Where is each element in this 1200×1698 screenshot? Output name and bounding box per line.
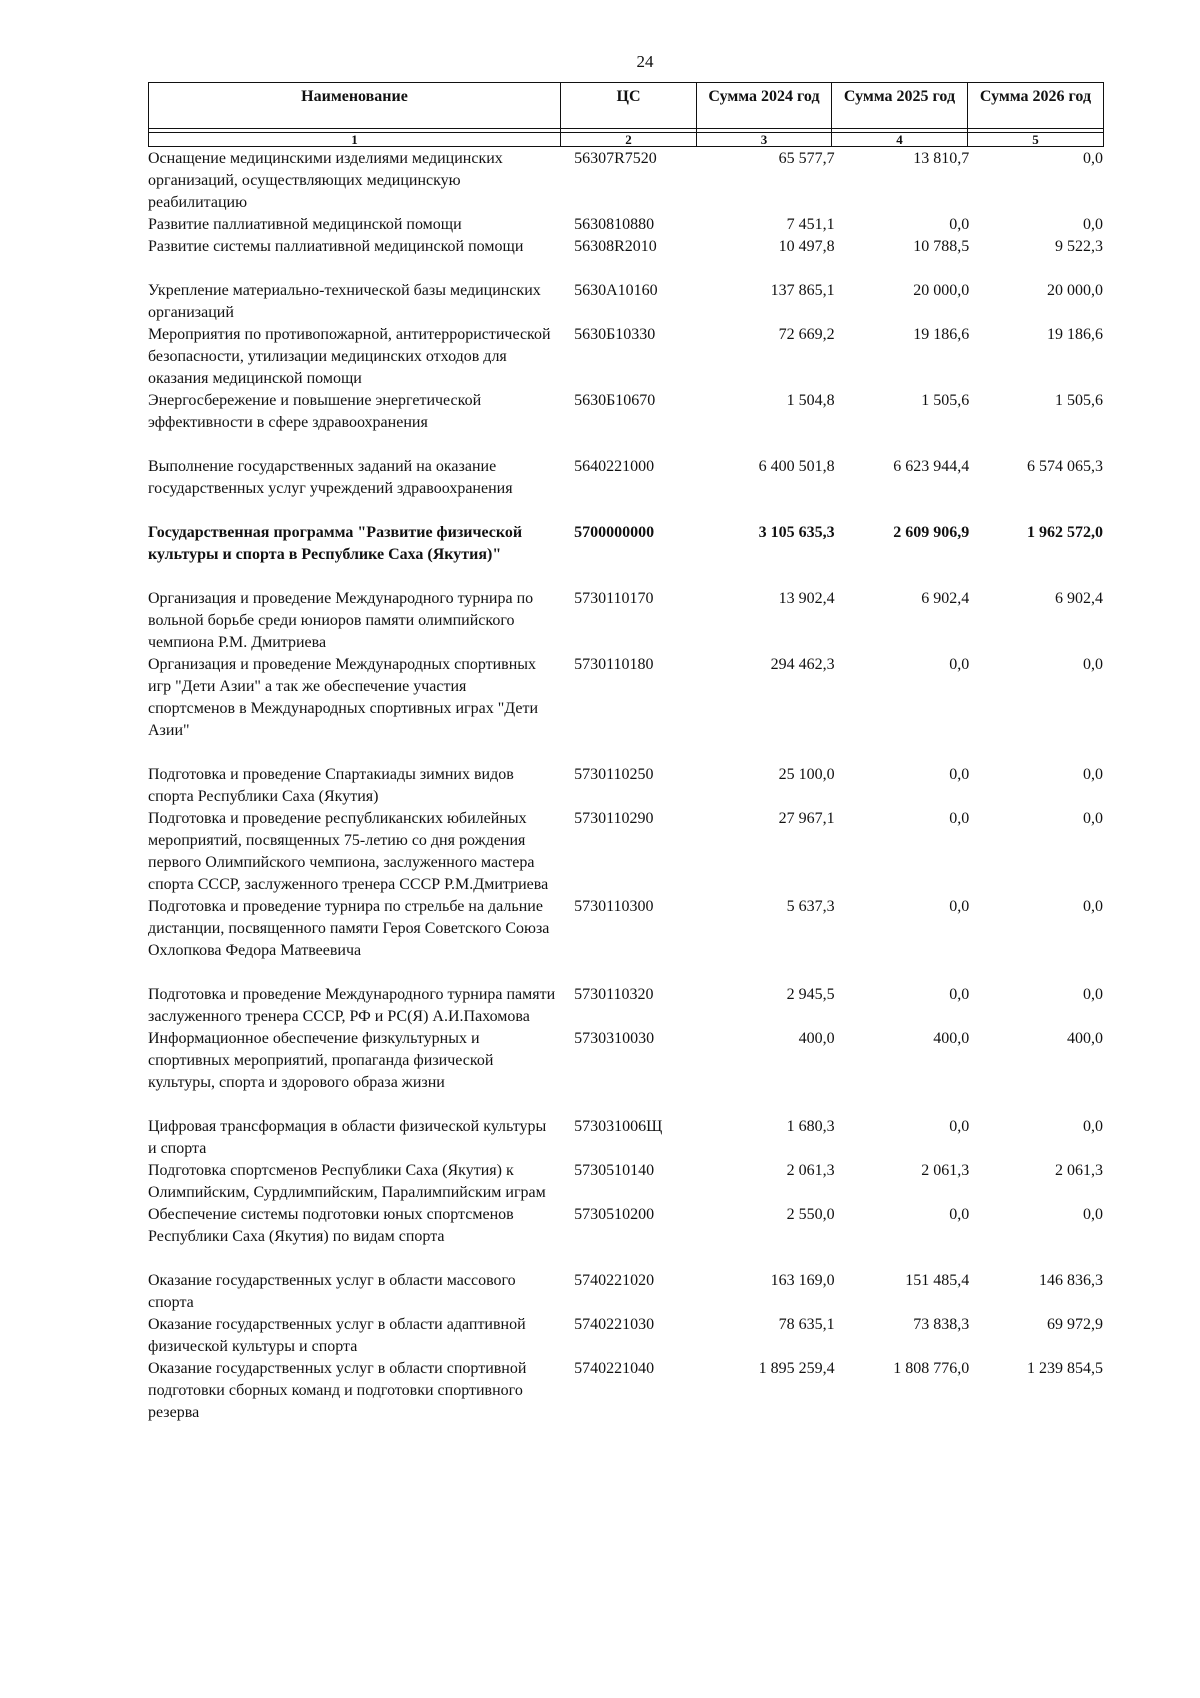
row-sum-2026: 400,0 [1067,1030,1103,1047]
row-name: Оказание государственных услуг в области спортивной подготовки сборных команд и подготовки спортивного резерва [148,1360,527,1421]
row-sum-2026: 1 505,6 [1055,392,1103,409]
row-sum-2024: 72 669,2 [778,326,835,343]
table-row [148,280,1103,324]
row-cs-code: 5630Б10330 [574,326,656,343]
row-sum-2025: 0,0 [949,216,970,233]
row-cs-code: 5730510140 [574,1162,655,1179]
row-sum-2026: 6 574 065,3 [1027,458,1103,475]
table-row [148,456,1103,500]
row-sum-2026: 146 836,3 [1039,1272,1103,1289]
row-sum-2026: 0,0 [1083,216,1103,233]
row-sum-2026: 1 239 854,5 [1027,1360,1103,1377]
row-sum-2026: 2 061,3 [1055,1162,1103,1179]
row-cs-code: 5730110290 [574,810,654,827]
row-sum-2026: 0,0 [1083,1206,1103,1223]
row-sum-2025: 0,0 [949,1206,970,1223]
row-sum-2026: 0,0 [1083,656,1103,673]
table-body [148,148,1103,1424]
row-cs-code: 5630810880 [574,216,655,233]
header-sum-2024: Сумма 2024 год [697,83,832,129]
row-sum-2024: 27 967,1 [778,810,835,827]
row-sum-2025: 19 186,6 [913,326,970,343]
row-sum-2024: 400,0 [798,1030,835,1047]
col-number-3: 3 [697,133,832,147]
row-sum-2025: 13 810,7 [913,150,970,167]
row-sum-2025: 0,0 [949,810,970,827]
row-sum-2025: 0,0 [949,898,970,915]
row-name: Организация и проведение Международного турнира по вольной борьбе среди юниоров памяти олимпийского чемпиона Р.М. Дмитриева [148,590,534,651]
row-sum-2026: 0,0 [1083,898,1103,915]
row-cs-code: 5730510200 [574,1206,655,1223]
row-sum-2024: 78 635,1 [778,1316,835,1333]
table-row [148,1270,1103,1314]
row-name: Оснащение медицинскими изделиями медицинских организаций, осуществляющих медицинскую реабилитацию [148,150,503,211]
row-cs-code: 573031006Щ [574,1118,663,1135]
row-cs-code: 5730110250 [574,766,654,783]
table-row [148,984,1103,1028]
row-sum-2025: 151 485,4 [905,1272,970,1289]
table-header [148,82,1104,147]
row-cs-code: 5730310030 [574,1030,655,1047]
row-name: Мероприятия по противопожарной, антитеррористической безопасности, утилизации медицинских отходов для оказания медицинской помощи [148,326,551,387]
row-name: Укрепление материально-технической базы медицинских организаций [148,282,541,321]
row-sum-2025: 73 838,3 [913,1316,970,1333]
row-sum-2025: 6 623 944,4 [893,458,970,475]
row-sum-2026: 0,0 [1083,150,1103,167]
row-sum-2024: 65 577,7 [778,150,835,167]
row-sum-2026: 69 972,9 [1047,1316,1103,1333]
table-row [148,588,1103,654]
row-name: Развитие паллиативной медицинской помощи [148,216,462,233]
row-sum-2024: 3 105 635,3 [758,524,835,541]
col-number-5: 5 [968,133,1104,147]
row-sum-2024: 294 462,3 [770,656,835,673]
row-cs-code: 5730110300 [574,898,654,915]
header-sum-2026: Сумма 2026 год [968,83,1104,129]
row-name: Государственная программа "Развитие физической культуры и спорта в Республике Саха (Якутия)" [148,524,523,563]
row-cs-code: 5740221040 [574,1360,655,1377]
row-sum-2024: 13 902,4 [778,590,835,607]
row-cs-code: 56308R2010 [574,238,657,255]
row-sum-2025: 0,0 [949,986,970,1003]
table-row [148,1358,1103,1424]
table-row [148,390,1103,434]
col-number-2: 2 [561,133,697,147]
table-row [148,1314,1103,1358]
row-name: Подготовка и проведение Спартакиады зимних видов спорта Республики Саха (Якутия) [148,766,514,805]
table-row [148,522,1103,566]
row-name: Подготовка и проведение республиканских юбилейных мероприятий, посвященных 75-летию со дня рождения первого Олимпийского чемпиона, заслуженного мастера спорта СССР, заслуженного тренера СССР Р.М.Дмитриева [148,810,549,893]
row-sum-2024: 7 451,1 [786,216,835,233]
row-sum-2025: 2 061,3 [921,1162,970,1179]
row-sum-2026: 0,0 [1083,1118,1103,1135]
row-sum-2025: 0,0 [949,656,970,673]
table-row [148,1204,1103,1248]
row-sum-2024: 2 061,3 [786,1162,835,1179]
header-cs: ЦС [561,83,697,129]
row-sum-2024: 2 945,5 [786,986,835,1003]
row-sum-2024: 5 637,3 [786,898,835,915]
row-sum-2026: 19 186,6 [1047,326,1103,343]
row-name: Подготовка спортсменов Республики Саха (Якутия) к Олимпийским, Сурдлимпийским, Паралимпийским играм [148,1162,546,1201]
table-row [148,1028,1103,1094]
row-sum-2025: 10 788,5 [913,238,970,255]
row-sum-2026: 0,0 [1083,810,1103,827]
row-sum-2024: 1 680,3 [786,1118,835,1135]
page-number: 24 [636,52,654,71]
row-name: Энергосбережение и повышение энергетической эффективности в сфере здравоохранения [148,392,482,431]
row-cs-code: 5630Б10670 [574,392,656,409]
table-row [148,214,1103,236]
row-cs-code: 5730110170 [574,590,654,607]
row-cs-code: 5730110180 [574,656,654,673]
row-sum-2026: 0,0 [1083,766,1103,783]
row-sum-2025: 6 902,4 [921,590,970,607]
row-cs-code: 5630A10160 [574,282,658,299]
row-cs-code: 5640221000 [574,458,655,475]
row-sum-2025: 0,0 [949,766,970,783]
row-sum-2026: 0,0 [1083,986,1103,1003]
table-row [148,324,1103,390]
row-sum-2026: 6 902,4 [1055,590,1103,607]
table-row [148,896,1103,962]
row-sum-2024: 163 169,0 [770,1272,835,1289]
row-cs-code: 5740221030 [574,1316,655,1333]
row-name: Подготовка и проведение Международного турнира памяти заслуженного тренера СССР, РФ и РС(Я) А.И.Пахомова [148,986,556,1025]
row-sum-2025: 1 808 776,0 [893,1360,970,1377]
row-cs-code: 5700000000 [574,524,655,541]
table-row [148,236,1103,258]
row-name: Организация и проведение Международных спортивных игр "Дети Азии" а так же обеспечение участия спортсменов в Международных спортивных играх "Дети Азии" [148,656,539,739]
row-sum-2024: 1 895 259,4 [758,1360,835,1377]
row-sum-2026: 20 000,0 [1047,282,1103,299]
col-number-4: 4 [832,133,968,147]
row-sum-2025: 20 000,0 [913,282,970,299]
table-row [148,808,1103,896]
table-row [148,764,1103,808]
col-number-1: 1 [149,133,561,147]
row-name: Оказание государственных услуг в области адаптивной физической культуры и спорта [148,1316,526,1355]
row-sum-2025: 400,0 [933,1030,970,1047]
row-name: Развитие системы паллиативной медицинской помощи [148,238,524,255]
row-name: Цифровая трансформация в области физической культуры и спорта [148,1118,547,1157]
header-name: Наименование [149,83,561,129]
row-sum-2024: 25 100,0 [778,766,835,783]
row-name: Информационное обеспечение физкультурных и спортивных мероприятий, пропаганда физической культуры, спорта и здорового образа жизни [148,1030,494,1091]
table-row [148,1116,1103,1160]
row-sum-2024: 137 865,1 [770,282,835,299]
row-cs-code: 5740221020 [574,1272,655,1289]
row-sum-2025: 1 505,6 [921,392,970,409]
row-sum-2024: 10 497,8 [778,238,835,255]
row-sum-2026: 1 962 572,0 [1027,524,1103,541]
row-cs-code: 5730110320 [574,986,654,1003]
header-sum-2025: Сумма 2025 год [832,83,968,129]
row-sum-2024: 2 550,0 [786,1206,835,1223]
row-name: Обеспечение системы подготовки юных спортсменов Республики Саха (Якутия) по видам спорта [148,1206,514,1245]
row-sum-2024: 1 504,8 [786,392,835,409]
row-sum-2025: 2 609 906,9 [893,524,970,541]
row-name: Оказание государственных услуг в области массового спорта [148,1272,516,1311]
row-sum-2026: 9 522,3 [1055,238,1103,255]
row-cs-code: 56307R7520 [574,150,657,167]
table-row [148,1160,1103,1204]
table-row [148,148,1103,214]
row-sum-2024: 6 400 501,8 [758,458,835,475]
row-name: Выполнение государственных заданий на оказание государственных услуг учреждений здравоохранения [148,458,513,497]
row-name: Подготовка и проведение турнира по стрельбе на дальние дистанции, посвященного памяти Героя Советского Союза Охлопкова Федора Матвеевича [148,898,550,959]
row-sum-2025: 0,0 [949,1118,970,1135]
table-row [148,654,1103,742]
